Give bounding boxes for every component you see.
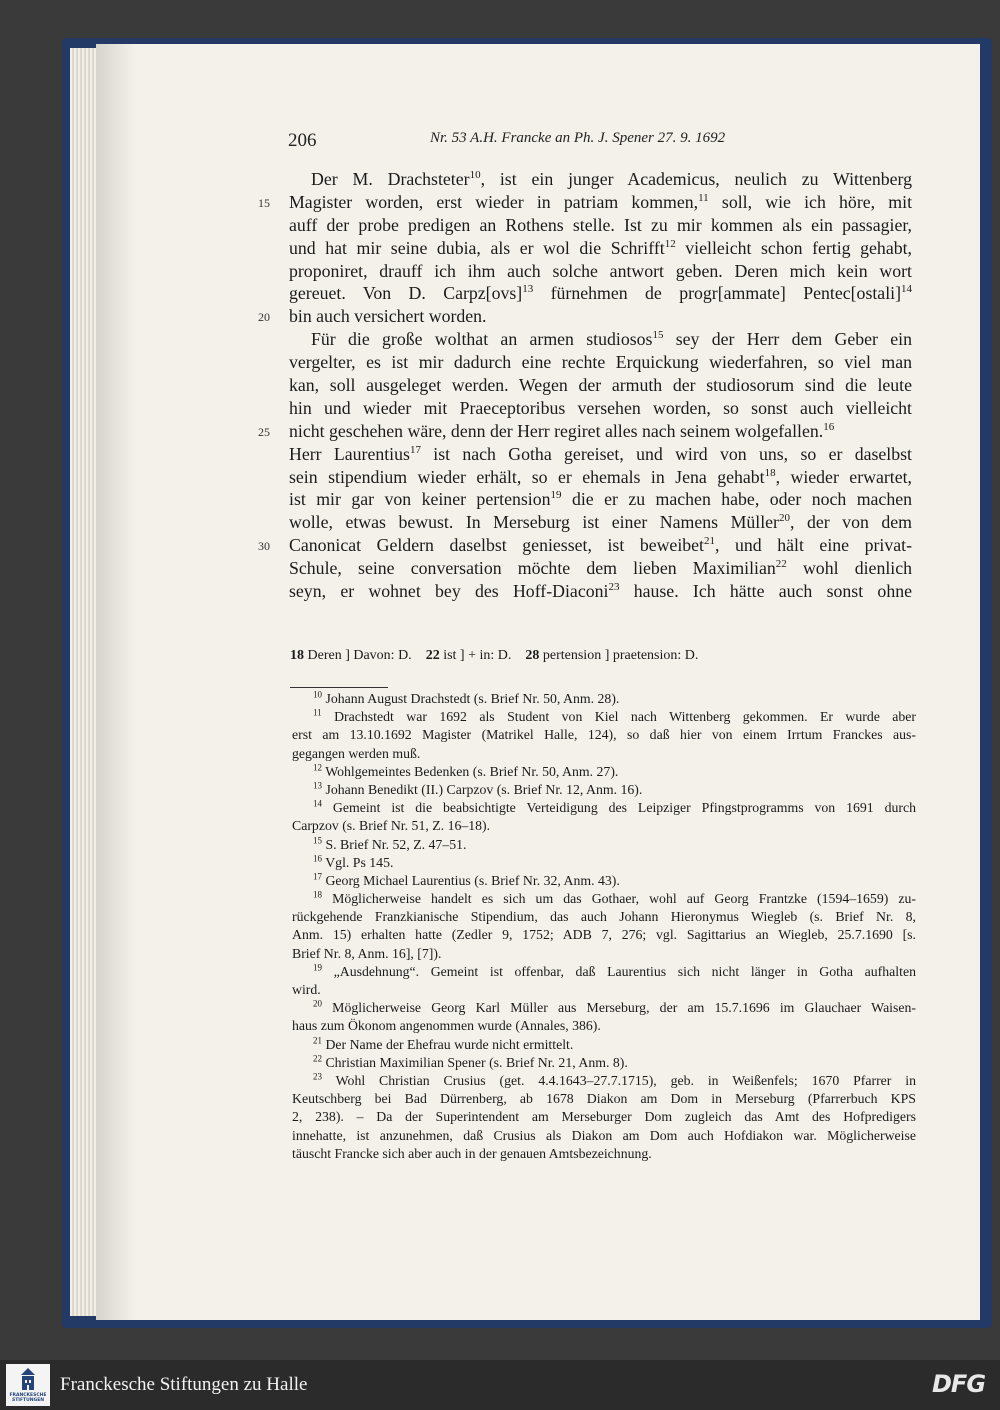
text-line (289, 260, 912, 283)
text-line (289, 420, 912, 443)
footnote-text: Carpzov (s. Brief Nr. 51, Z. 16–18). (292, 818, 491, 834)
logo-text: FRANCKESCHE STIFTUNGEN (9, 1393, 47, 1403)
footnotes (292, 690, 916, 1163)
footnote-text: „Ausdehnung“. Gemeint ist offenbar, daß Laurentius sich nicht länger in Gotha aufhalten (333, 963, 916, 979)
text-line (289, 351, 912, 374)
footnote-text: Georg Michael Laurentius (s. Brief Nr. 32, Anm. 43). (325, 872, 620, 888)
footnote-number: 23 (313, 1071, 322, 1082)
line-number: 25 (258, 424, 270, 439)
text-line (289, 488, 912, 511)
footnote-line (292, 781, 916, 799)
footnote-ref: 16 (823, 420, 835, 433)
footnote-text: erst am 13.10.1692 Magister (Matrikel Halle, 124), so daß hier von einem Irrtum Franckes aus- (292, 727, 916, 743)
text-line (289, 466, 912, 489)
text-line (289, 282, 912, 305)
footnote-ref: 15 (652, 329, 664, 342)
footnote-line (292, 1090, 916, 1108)
text-line (289, 305, 912, 328)
viewer-footer (0, 1360, 1000, 1410)
footnote-line (292, 854, 916, 872)
footnote-ref: 23 (608, 581, 620, 594)
text-segment: Canonicat Geldern daselbst geniesset, ist beweibet (289, 535, 704, 556)
footnote-text: Möglicherweise handelt es sich um das Gothaer, wohl auf Georg Frantzke (1594–1659) zu- (332, 891, 917, 907)
text-segment: hin und wieder mit Praeceptoribus versehen worden, so sonst auch vielleicht (289, 397, 912, 418)
footnote-number: 17 (313, 871, 322, 882)
apparatus-line-number: 28 (525, 648, 540, 663)
footnote-ref: 20 (778, 512, 790, 525)
footnote-ref: 10 (469, 169, 481, 182)
text-segment: sein stipendium wieder erhält, so er ehemals in Jena gehabt (289, 466, 765, 487)
footnote-text: wird. (292, 982, 321, 997)
line-number: 30 (258, 539, 270, 554)
text-segment: wolle, etwas bewust. In Merseburg ist einer Namens Müller (289, 512, 779, 533)
footnote-line (292, 999, 916, 1017)
footnote-line (292, 926, 916, 944)
footnote-text: Vgl. Ps 145. (325, 854, 394, 870)
text-segment: und hat mir seine dubia, als er wol die Schrifft (289, 237, 665, 258)
text-segment: wohl dienlich (786, 558, 912, 579)
apparatus-line-number: 22 (425, 648, 440, 663)
text-line (289, 191, 912, 214)
footnote-line (292, 1036, 916, 1054)
apparatus-entry: pertension ] praetension: D. (542, 648, 699, 663)
text-segment: fürnehmen de progr[ammate] Pentec[ostali] (533, 283, 901, 304)
text-line (289, 443, 912, 466)
footnote-line (292, 981, 916, 999)
text-segment: vielleicht schon fertig gehabt, (675, 237, 912, 258)
footnote-ref: 11 (698, 191, 709, 204)
text-segment: , ist ein junger Academicus, neulich zu Wittenberg (480, 169, 912, 189)
footnote-ref: 21 (704, 535, 715, 548)
footnote-text: Möglicherweise Georg Karl Müller aus Merseburg, der am 15.7.1696 im Glauchaer Waisen- (332, 1000, 917, 1016)
footnote-number: 12 (313, 762, 322, 773)
gutter-shadow (96, 44, 136, 1320)
footnote-text: Gemeint ist die beabsichtigte Verteidigung des Leipziger Pfingstprogramms von 1691 durch (332, 800, 917, 816)
footnote-ref: 12 (664, 237, 676, 250)
footnote-ref: 17 (409, 443, 421, 456)
text-segment: Magister worden, erst wieder in patriam kommen, (289, 191, 699, 212)
footnote-number: 11 (313, 707, 322, 718)
footnote-text: innehatte, ist anzunehmen, daß Crusius als Diakon am Dom auch Hofdiakon war. Möglicherweise (292, 1127, 916, 1143)
footnote-text: rückgehende Franzkianische Stipendium, das auch Johann Hieronymus Wiegleb (s. Brief Nr. 8, (292, 909, 916, 925)
text-line (289, 168, 912, 191)
footnote-rule (290, 687, 388, 688)
apparatus-entry: Deren ] Davon: D. (307, 648, 412, 663)
footnote-text: Johann August Drachstedt (s. Brief Nr. 50, Anm. 28). (325, 691, 620, 706)
text-segment: Der M. Drachsteter (311, 169, 470, 189)
footnote-number: 19 (313, 962, 322, 973)
text-segment: , wieder erwartet, (775, 466, 912, 487)
running-head (0, 130, 1000, 154)
text-line (289, 374, 912, 397)
page-number: 206 (288, 130, 317, 151)
footnote-ref: 13 (522, 283, 534, 296)
footnote-line (292, 1108, 916, 1126)
footnote-text: Johann Benedikt (II.) Carpzov (s. Brief Nr. 12, Anm. 16). (325, 781, 643, 797)
footnote-ref: 22 (775, 558, 787, 571)
footnote-ref: 18 (764, 466, 776, 479)
footnote-line (292, 945, 916, 963)
text-segment: die er zu machen habe, oder noch machen (561, 489, 912, 510)
footnote-line (292, 745, 916, 763)
footnote-text: Drachstedt war 1692 als Student von Kiel nach Wittenberg gekommen. Er wurde aber (334, 709, 916, 725)
footnote-line (292, 763, 916, 781)
footnote-number: 21 (313, 1034, 322, 1045)
footnote-line (292, 799, 916, 817)
apparatus-entry: ist ] + in: D. (443, 648, 512, 663)
line-number: 15 (258, 195, 270, 210)
institution-building-icon (19, 1367, 37, 1393)
text-segment: ist mir gar von keiner pertension (289, 489, 551, 510)
text-segment: Herr Laurentius (289, 443, 410, 464)
footnote-line (292, 1145, 916, 1163)
footnote-line (292, 1017, 916, 1035)
footnote-text: gegangen werden muß. (292, 745, 421, 761)
text-segment: sey der Herr dem Geber ein (663, 329, 912, 350)
footnote-line (292, 690, 916, 708)
footnote-text: 2, 238). – Da der Superintendent am Merseburger Dom zugleich das Amt des Hofpredigers (292, 1109, 916, 1125)
footnote-number: 15 (313, 834, 322, 845)
running-title: Nr. 53 A.H. Francke an Ph. J. Spener 27. 9. 1692 (430, 130, 726, 146)
footnote-line (292, 726, 916, 744)
text-segment: Schule, seine conversation möchte dem lieben Maximilian (289, 558, 776, 579)
critical-apparatus (290, 648, 698, 664)
footnote-line (292, 890, 916, 908)
text-segment: kan, soll ausgeleget werden. Wegen der armuth der studiosorum sind die leute (289, 375, 912, 396)
text-line (289, 214, 912, 237)
footnote-number: 14 (313, 798, 322, 809)
footnote-number: 18 (313, 889, 322, 900)
institution-name[interactable]: Franckesche Stiftungen zu Halle (60, 1374, 308, 1395)
apparatus-line-number: 18 (290, 648, 304, 663)
footnote-line (292, 872, 916, 890)
text-line (289, 328, 912, 351)
franckesche-stiftungen-logo[interactable] (6, 1364, 50, 1406)
footnote-line (292, 908, 916, 926)
footnote-number: 20 (313, 998, 322, 1009)
text-segment: auff der probe predigen an Rothens stelle. Ist zu mir kommen als ein passagier, (289, 214, 912, 235)
footnote-number: 10 (313, 689, 322, 700)
text-segment: nicht geschehen wäre, denn der Herr regiret alles nach seinem wolgefallen. (289, 420, 824, 441)
text-line (289, 534, 912, 557)
text-segment: soll, wie ich höre, mit (708, 191, 913, 212)
footnote-text: Christian Maximilian Spener (s. Brief Nr. 21, Anm. 8). (325, 1054, 628, 1070)
footnote-number: 22 (313, 1053, 322, 1064)
text-line (289, 237, 912, 260)
footnote-ref: 14 (901, 283, 912, 296)
text-segment: Für die große wolthat an armen studiosos (311, 329, 653, 350)
footnote-number: 16 (313, 853, 322, 864)
text-line (289, 397, 912, 420)
line-number: 20 (258, 310, 270, 325)
text-segment: hause. Ich hätte auch sonst ohne (619, 581, 912, 602)
footnote-text: haus zum Ökonom angenommen wurde (Annales, 386). (292, 1018, 601, 1034)
text-segment: seyn, er wohnet bey des Hoff-Diaconi (289, 581, 609, 602)
footnote-line (292, 817, 916, 835)
footnote-ref: 19 (550, 489, 562, 502)
text-segment: proponiret, drauff ich ihm auch solche antwort geben. Deren mich kein wort (289, 260, 912, 281)
text-line (289, 557, 912, 580)
footnote-text: Wohlgemeintes Bedenken (s. Brief Nr. 50, Anm. 27). (325, 763, 619, 779)
text-segment: , der von dem (789, 512, 912, 533)
footnote-text: Wohl Christian Crusius (get. 4.4.1643–27.7.1715), geb. in Weißenfels; 1670 Pfarrer in (335, 1072, 916, 1088)
text-segment: bin auch versichert worden. (289, 306, 487, 327)
footnote-line (292, 1072, 916, 1090)
text-line (289, 580, 912, 603)
text-segment: gereuet. Von D. Carpz[ovs] (289, 283, 523, 304)
text-line (289, 511, 912, 534)
footnote-text: Der Name der Ehefrau wurde nicht ermittelt. (325, 1036, 574, 1052)
footnote-text: Keutschberg bei Bad Dürrenberg, ab 1678 Diakon am Dom in Merseburg (Pfarrerbuch KPS (292, 1091, 916, 1107)
footnote-line (292, 1127, 916, 1145)
footnote-text: täuscht Francke sich aber auch in der genauen Amtsbezeichnung. (292, 1145, 652, 1161)
dfg-logo[interactable]: DFG (932, 1370, 986, 1398)
footnote-line (292, 836, 916, 854)
footnote-line (292, 708, 916, 726)
footnote-line (292, 1054, 916, 1072)
text-segment: , und hält eine privat- (715, 535, 912, 556)
text-segment: ist nach Gotha gereiset, und wird von uns, so er daselbst (420, 443, 912, 464)
text-segment: vergelter, es ist mir dadurch eine rechte Erquickung wiederfahren, so viel man (289, 352, 912, 373)
main-text (289, 168, 912, 603)
footnote-text: Brief Nr. 8, Anm. 16], [7]). (292, 945, 442, 961)
footnote-line (292, 963, 916, 981)
footnote-text: Anm. 15) erhalten hatte (Zedler 9, 1752; ADB 7, 276; vgl. Sagittarius an Wiegleb, 25.7.1690 [s. (292, 927, 916, 943)
footnote-number: 13 (313, 780, 322, 791)
footnote-text: S. Brief Nr. 52, Z. 47–51. (325, 836, 467, 852)
